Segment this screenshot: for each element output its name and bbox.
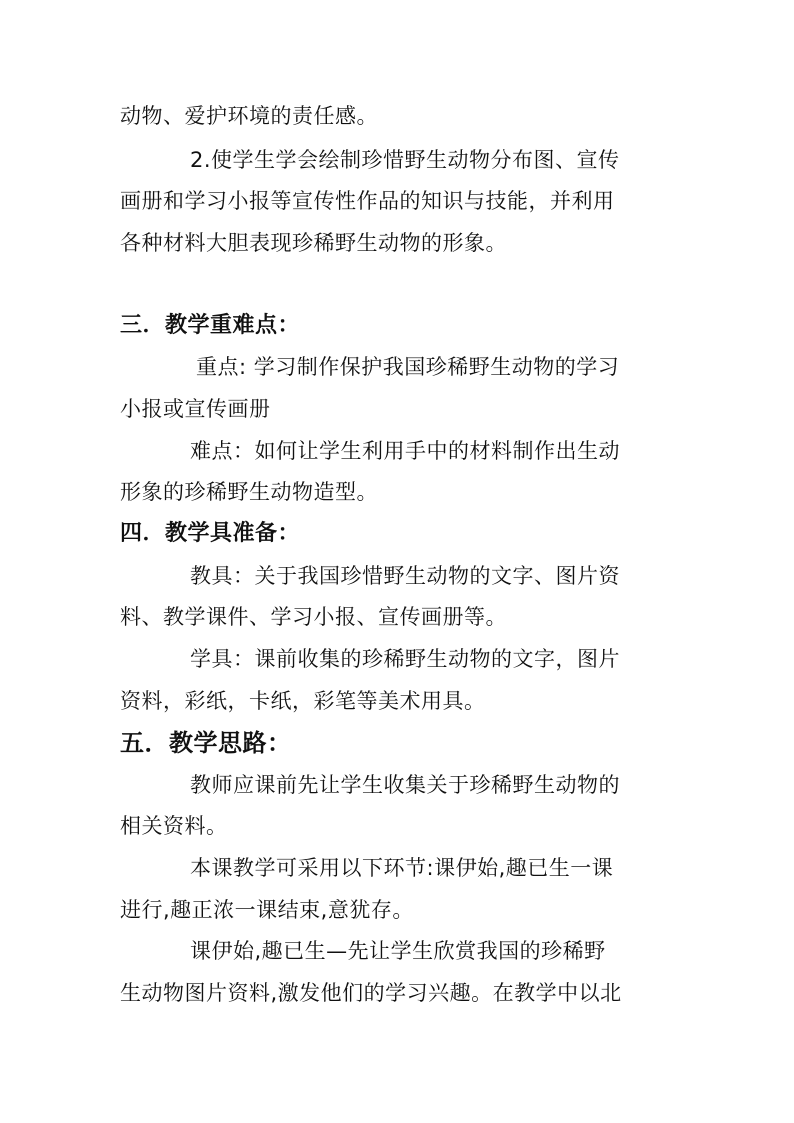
section-heading: 三．教学重难点：: [120, 313, 301, 338]
paragraph-line: 资料，彩纸，卡纸，彩笔等美术用具。: [120, 689, 486, 713]
paragraph-line: 动物、爱护环境的责任感。: [120, 104, 378, 128]
paragraph-line: 小报或宣传画册: [120, 397, 271, 421]
paragraph-line: 重点: 学习制作保护我国珍稀野生动物的学习: [196, 355, 620, 379]
paragraph-line: 画册和学习小报等宣传性作品的知识与技能，并利用: [120, 189, 615, 213]
paragraph-line: 课伊始,趣已生—先让学生欣赏我国的珍稀野: [190, 939, 606, 963]
section-heading: 五．教学思路：: [120, 729, 292, 757]
paragraph-line: 难点：如何让学生利用手中的材料制作出生动: [190, 439, 620, 463]
paragraph-line: 相关资料。: [120, 814, 228, 838]
paragraph-line: 教师应课前先让学生收集关于珍稀野生动物的: [190, 773, 620, 797]
paragraph-line: 生动物图片资料,激发他们的学习兴趣。在教学中以北: [120, 981, 622, 1005]
section-heading: 四．教学具准备：: [120, 521, 301, 546]
paragraph-line: 进行,趣正浓一课结束,意犹存。: [120, 898, 414, 922]
paragraph-line: 教具：关于我国珍惜野生动物的文字、图片资: [190, 564, 620, 588]
paragraph-line: 学具：课前收集的珍稀野生动物的文字，图片: [190, 647, 620, 671]
paragraph-line: 2.使学生学会绘制珍惜野生动物分布图、宣传: [190, 148, 620, 172]
paragraph-line: 本课教学可采用以下环节:课伊始,趣已生一课: [190, 856, 614, 880]
paragraph-line: 各种材料大胆表现珍稀野生动物的形象。: [120, 231, 507, 255]
paragraph-line: 料、教学课件、学习小报、宣传画册等。: [120, 605, 507, 629]
paragraph-line: 形象的珍稀野生动物造型。: [120, 480, 378, 504]
